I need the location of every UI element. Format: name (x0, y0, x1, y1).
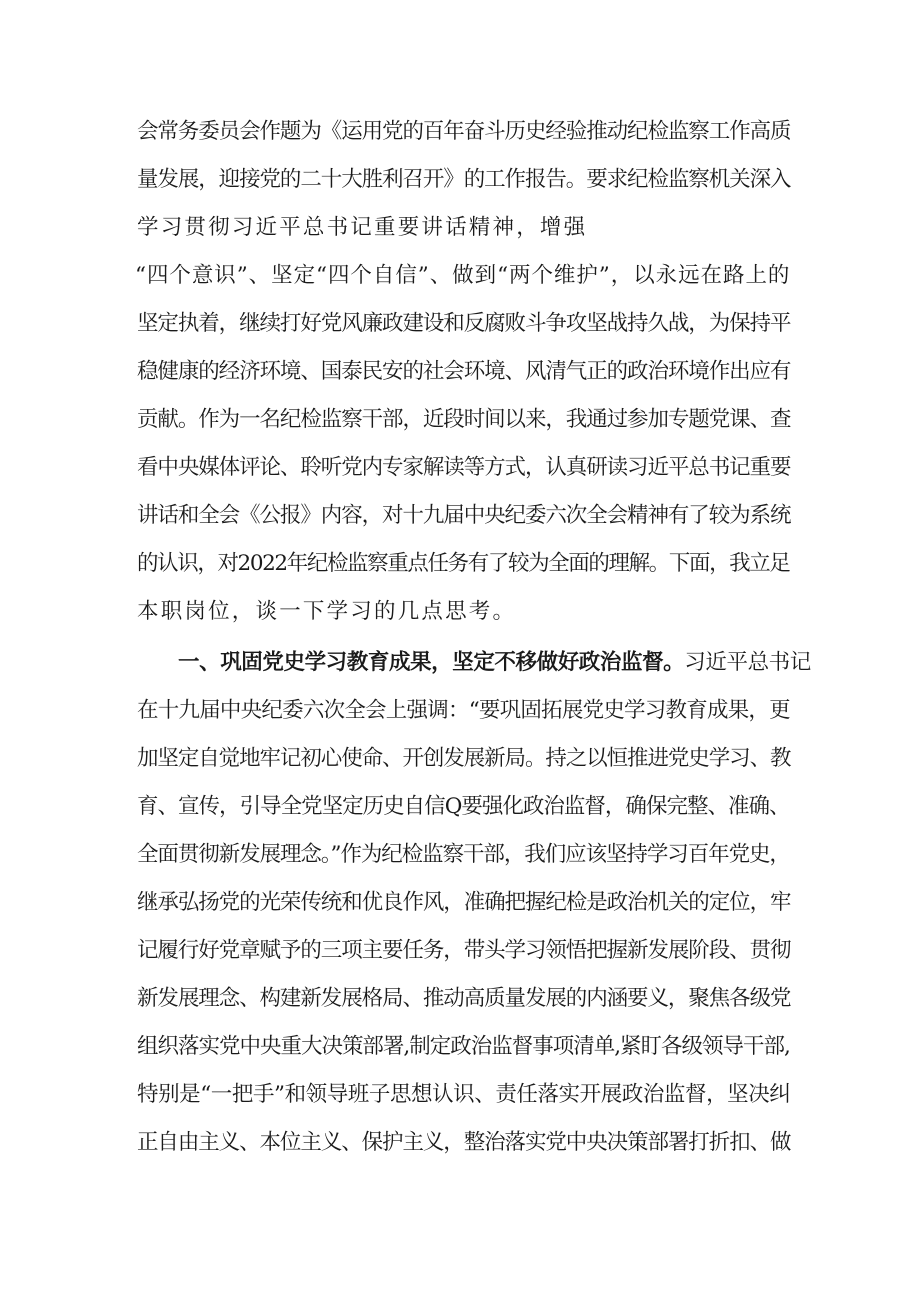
paragraph-line: 的认识，对2022年纪检监察重点任务有了较为全面的理解。下面，我立足 (137, 551, 790, 576)
section-heading-tail: 习近平总书记 (684, 650, 811, 675)
paragraph-line: 特别是“一把手”和领导班子思想认识、责任落实开展政治监督，坚决纠 (137, 1082, 791, 1107)
paragraph-line: 组织落实党中央重大决策部署,制定政治监督事项清单,紧盯各级领导干部, (137, 1034, 790, 1059)
paragraph-line: 全面贯彻新发展理念。”作为纪检监察干部，我们应该坚持学习百年党史， (137, 842, 790, 867)
paragraph-line: 正自由主义、本位主义、保护主义，整治落实党中央决策部署打折扣、做 (137, 1130, 791, 1155)
paragraph-line: 在十九届中央纪委六次全会上强调：“要巩固拓展党史学习教育成果，更 (137, 698, 790, 723)
paragraph-line: 加坚定自觉地牢记初心使命、开创发展新局。持之以恒推进党史学习、教 (137, 746, 791, 771)
section-heading: 一、巩固党史学习教育成果，坚定不移做好政治监督。 (178, 650, 685, 675)
paragraph-line: 讲话和全会《公报》内容，对十九届中央纪委六次全会精神有了较为系统 (137, 503, 791, 528)
paragraph-line: 看中央媒体评论、聆听党内专家解读等方式，认真研读习近平总书记重要 (137, 455, 791, 480)
paragraph-line: 育、宣传，引导全党坚定历史自信Q要强化政治监督，确保完整、准确、 (137, 794, 790, 819)
paragraph-line: 新发展理念、构建新发展格局、推动高质量发展的内涵要义，聚焦各级党 (137, 986, 791, 1011)
paragraph-line: 本职岗位，谈一下学习的几点思考。 (137, 599, 517, 624)
section-heading-line (178, 648, 811, 678)
paragraph-line: “四个意识”、坚定“四个自信”、做到“两个维护”，以永远在路上的 (135, 263, 791, 288)
paragraph-line: 量发展，迎接党的二十大胜利召开》的工作报告。要求纪检监察机关深入 (137, 167, 791, 192)
paragraph-line: 记履行好党章赋予的三项主要任务，带头学习领悟把握新发展阶段、贯彻 (137, 938, 791, 963)
paragraph-line: 稳健康的经济环境、国泰民安的社会环境、风清气正的政治环境作出应有 (137, 359, 791, 384)
paragraph-line: 会常务委员会作题为《运用党的百年奋斗历史经验推动纪检监察工作高质 (137, 119, 791, 144)
paragraph-line: 贡献。作为一名纪检监察干部，近段时间以来，我通过参加专题党课、查 (137, 407, 791, 432)
paragraph-line: 学习贯彻习近平总书记重要讲话精神，增强 (137, 215, 588, 240)
paragraph-line: 坚定执着，继续打好党风廉政建设和反腐败斗争攻坚战持久战，为保持平 (137, 311, 791, 336)
paragraph-line: 继承弘扬党的光荣传统和优良作风，准确把握纪检是政治机关的定位，牢 (137, 890, 791, 915)
